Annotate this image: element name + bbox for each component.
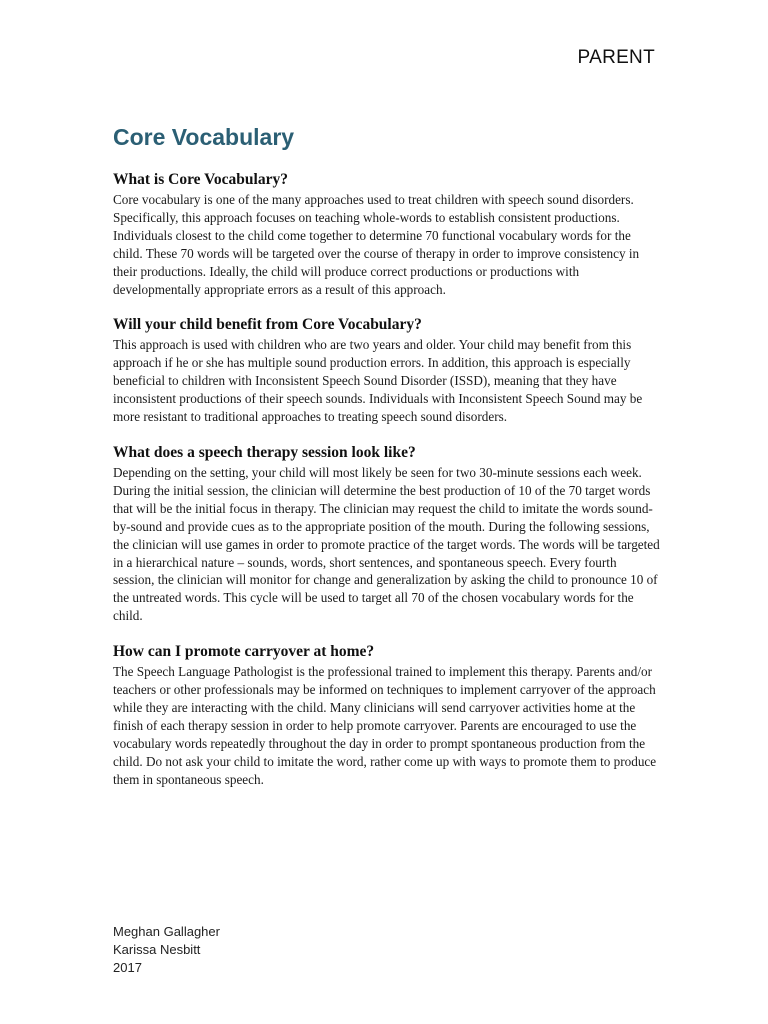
section-heading: What is Core Vocabulary?	[113, 171, 288, 188]
author-name: Karissa Nesbitt	[113, 942, 201, 957]
publication-year: 2017	[113, 960, 142, 975]
author-name: Meghan Gallagher	[113, 924, 220, 939]
section-what-is-core-vocabulary	[113, 170, 661, 298]
section-heading: What does a speech therapy session look like?	[113, 443, 416, 461]
section-carryover-at-home	[113, 642, 661, 788]
document-title: Core Vocabulary	[113, 124, 295, 150]
section-paragraph: Core vocabulary is one of the many approaches used to treat children with speech sound disorders. Specifically, this approach focuses on teaching whole-words to establish consistent productions. Individuals closest to the child come together to determine 70 functional vocabulary words for the child. These 70 words will be targeted over the course of therapy in order to improve consistency in their productions. Ideally, the child will produce correct productions or productions with developmentally appropriate errors as a result of this approach.	[113, 192, 640, 297]
section-heading: Will your child benefit from Core Vocabulary?	[113, 316, 422, 334]
section-paragraph: The Speech Language Pathologist is the professional trained to implement this therapy. Parents and/or teachers or other professionals may be informed on techniques to implement carryover of the approach while they are interacting with the child. Many clinicians will send carryover activities home at the finish of each therapy session in order to help promote carryover. Parents are encouraged to use the vocabulary words repeatedly throughout the day in order to prompt spontaneous production from the child. Do not ask your child to imitate the word, rather come up with ways to promote them to produce them in spontaneous speech.	[113, 664, 657, 787]
section-heading: How can I promote carryover at home?	[113, 643, 375, 661]
author-credits	[113, 923, 220, 977]
document-body	[113, 170, 661, 805]
section-paragraph: Depending on the setting, your child will most likely be seen for two 30-minute sessions each week. During the initial session, the clinician will determine the best production of 10 of the 70 target words that will be the initial focus in therapy. The clinician may request the child to imitate the words sound-by-sound and provide cues as to the appropriate position of the mouth. During the following sessions, the clinician will use games in order to promote practice of the target words. The words will be targeted in a hierarchical nature – sounds, words, short sentences, and spontaneous speech. Every fourth session, the clinician will monitor for change and generalization by asking the child to pronounce 10 of the untreated words. This cycle will be used to target all 70 of the chosen vocabulary words for the child.	[113, 464, 660, 624]
section-will-child-benefit	[113, 315, 661, 426]
audience-label: PARENT	[577, 47, 655, 68]
section-therapy-session	[113, 443, 661, 625]
section-paragraph: This approach is used with children who are two years and older. Your child may benefit from this approach if he or she has multiple sound production errors. In addition, this approach is especially beneficial to children with Inconsistent Speech Sound Disorder (ISSD), meaning that they have inconsistent productions of their speech sounds. Individuals with Inconsistent Speech Sound may be more resistant to traditional approaches to treating speech sound disorders.	[113, 337, 643, 425]
